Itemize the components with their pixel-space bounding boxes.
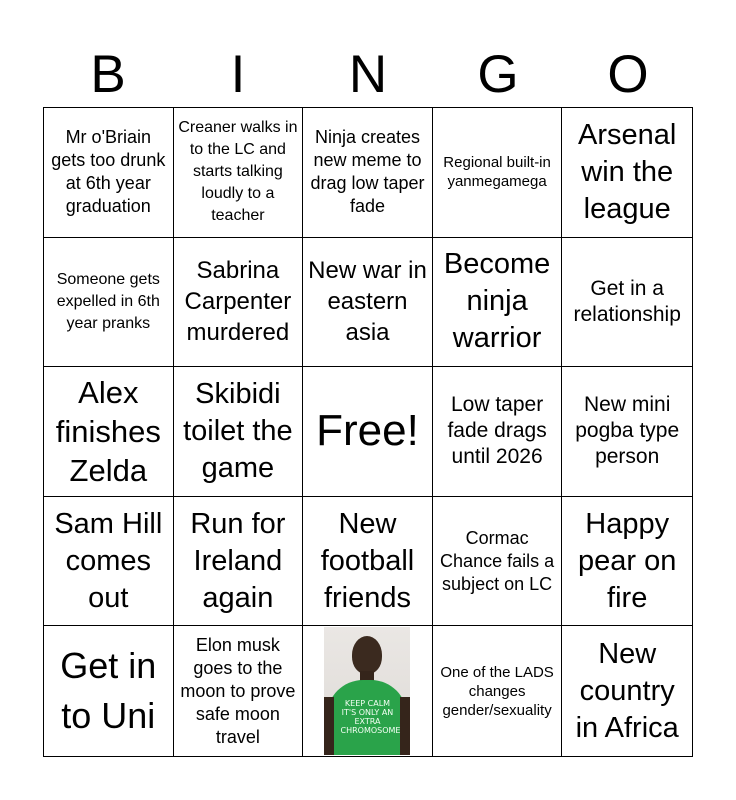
cell-text: Sam Hill comes out — [54, 507, 163, 614]
header-letter-o: O — [607, 45, 649, 104]
header-letter-g: G — [477, 45, 519, 104]
bingo-cell[interactable] — [433, 367, 563, 497]
photo-arm-right — [400, 697, 410, 755]
cell-text: Arsenal win the league — [578, 118, 677, 225]
header-letter-b: B — [90, 45, 126, 104]
cell-text: New country in Africa — [575, 637, 679, 744]
bingo-cell[interactable] — [562, 367, 692, 497]
cell-text: New mini pogba type person — [575, 393, 680, 469]
bingo-header — [43, 43, 693, 107]
cell-text: Elon musk goes to the moon to prove safe moon travel — [180, 634, 296, 747]
bingo-cell[interactable] — [433, 626, 563, 756]
free-space-cell[interactable] — [303, 367, 433, 497]
cell-text: Skibidi toilet the game — [183, 377, 293, 484]
cell-text: Regional built-in yanmegamega — [443, 154, 551, 191]
bingo-cell[interactable] — [562, 626, 692, 756]
photo-shirt-text: KEEP CALM IT'S ONLY AN EXTRA CHROMOSOME — [340, 699, 401, 736]
bingo-cell[interactable] — [433, 108, 563, 238]
bingo-cell[interactable] — [174, 367, 304, 497]
cell-text: Sabrina Carpenter murdered — [184, 257, 292, 347]
photo-arm-left — [324, 697, 334, 755]
free-space-text: Free! — [316, 406, 419, 456]
bingo-cell[interactable] — [303, 238, 433, 368]
cell-text: Alex finishes Zelda — [55, 374, 161, 488]
bingo-cell[interactable] — [44, 108, 174, 238]
bingo-grid — [43, 107, 693, 757]
header-letter-i: I — [230, 45, 246, 104]
cell-text: One of the LADS changes gender/sexuality — [440, 663, 554, 719]
bingo-cell[interactable] — [303, 108, 433, 238]
cell-text: Someone gets expelled in 6th year pranks — [56, 270, 160, 332]
cell-text: Low taper fade drags until 2026 — [447, 393, 547, 469]
cell-text: Become ninja warrior — [443, 248, 551, 355]
bingo-cell[interactable] — [562, 238, 692, 368]
bingo-cell[interactable] — [44, 238, 174, 368]
bingo-cell[interactable] — [433, 497, 563, 627]
bingo-cell[interactable] — [562, 497, 692, 627]
cell-text: New football friends — [320, 507, 415, 614]
cell-text: Ninja creates new meme to drag low taper fade — [310, 127, 425, 217]
bingo-cell[interactable] — [174, 497, 304, 627]
bingo-cell[interactable] — [562, 108, 692, 238]
photo-of-man-in-green-t-shirt — [324, 627, 410, 755]
cell-text: Cormac Chance fails a subject on LC — [440, 527, 555, 594]
bingo-cell[interactable] — [44, 497, 174, 627]
cell-text: Mr o'Briain gets too drunk at 6th year graduation — [51, 127, 166, 217]
bingo-cell-photo[interactable] — [303, 626, 433, 756]
bingo-cell[interactable] — [174, 238, 304, 368]
photo-head — [352, 636, 382, 674]
cell-text: Get in to Uni — [60, 645, 157, 737]
header-letter-n: N — [348, 45, 388, 104]
cell-text: New war in eastern asia — [308, 257, 427, 347]
bingo-cell[interactable] — [174, 108, 304, 238]
cell-text: Run for Ireland again — [190, 507, 286, 614]
cell-text: Creaner walks in to the LC and starts talking loudly to a teacher — [178, 119, 298, 225]
cell-text: Happy pear on fire — [578, 507, 677, 614]
bingo-cell[interactable] — [433, 238, 563, 368]
bingo-cell[interactable] — [174, 626, 304, 756]
bingo-cell[interactable] — [303, 497, 433, 627]
cell-text: Get in a relationship — [573, 276, 681, 326]
bingo-cell[interactable] — [44, 367, 174, 497]
bingo-cell[interactable] — [44, 626, 174, 756]
